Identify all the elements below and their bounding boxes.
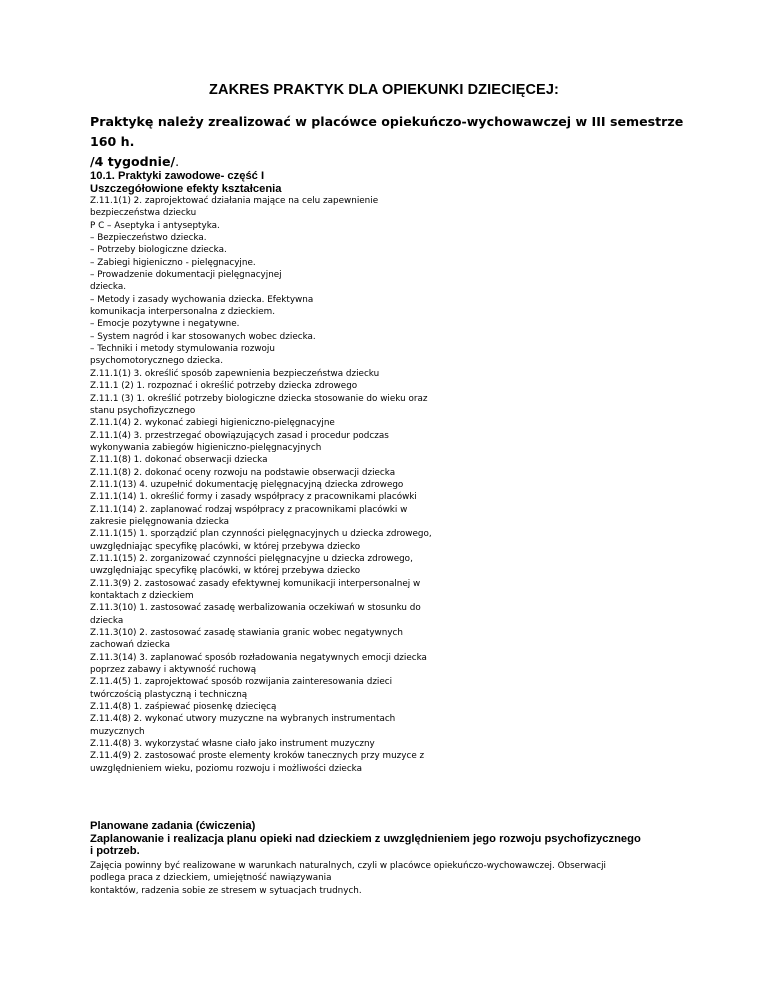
text-line: Z.11.3(10) 1. zastosować zasadę werbalizowania oczekiwań w stosunku do (90, 603, 421, 614)
text-line: – System nagród i kar stosowanych wobec dziecka. (90, 331, 316, 342)
text-line: – Emocje pozytywne i negatywne. (90, 319, 240, 330)
text-line: stanu psychofizycznego (90, 405, 196, 416)
text-line: Z.11.1(4) 3. przestrzegać obowiązujących zasad i procedur podczas (90, 430, 389, 441)
text-line: dziecka (90, 615, 124, 626)
text-line: – Potrzeby biologiczne dziecka. (90, 245, 227, 256)
text-line: uwzględnieniem wieku, poziomu rozwoju i możliwości dziecka (90, 763, 363, 774)
text-line: psychomotorycznego dziecka. (90, 356, 223, 367)
text-line: uwzględniając specyfikę placówki, w której przebywa dziecko (90, 566, 361, 577)
text-line: Z.11.4(5) 1. zaprojektować sposób rozwijania zainteresowania dzieci (90, 677, 393, 688)
text-line: Z.11.4(8) 2. wykonać utwory muzyczne na wybranych instrumentach (90, 714, 396, 725)
section-2-heading (90, 820, 700, 858)
intro-duration: /4 tygodnie/ (90, 154, 176, 169)
section-1-title: 10.1. Praktyki zawodowe- część I (90, 170, 265, 182)
text-line: bezpieczeństwa dziecku (90, 208, 197, 219)
text-line: Z.11.4(8) 3. wykorzystać własne ciało jako instrument muzyczny (90, 739, 375, 750)
section-1-lines (90, 195, 690, 775)
text-line: uwzględniając specyfikę placówki, w której przebywa dziecko (90, 541, 361, 552)
text-line: dziecka. (90, 282, 127, 293)
section-2-title: Planowane zadania (ćwiczenia) (90, 820, 256, 832)
section-1-subtitle: Uszczegółowione efekty kształcenia (90, 182, 282, 195)
text-line: muzycznych (90, 726, 145, 737)
text-line: Z.11.1(14) 1. określić formy i zasady współpracy z pracownikami placówki (90, 492, 417, 503)
text-line: – Techniki i metody stymulowania rozwoju (90, 344, 275, 355)
text-line: Z.11.1(13) 4. uzupełnić dokumentację pielęgnacyjną dziecka zdrowego (90, 479, 404, 490)
text-line: Z.11.1(4) 2. wykonać zabiegi higieniczno-pielęgnacyjne (90, 418, 335, 429)
text-line: – Bezpieczeństwo dziecka. (90, 233, 207, 244)
text-line: P C – Aseptyka i antyseptyka. (90, 220, 220, 231)
text-line: Z.11.4(9) 2. zastosować proste elementy kroków tanecznych przy muzyce z (90, 751, 425, 762)
text-line: Z.11.1(15) 1. sporządzić plan czynności pielęgnacyjnych u dziecka zdrowego, (90, 529, 432, 540)
text-line: poprzez zabawy i aktywność ruchową (90, 665, 257, 676)
text-line: podlega praca z dzieckiem, umiejętność nawiązywania (90, 873, 332, 884)
intro-paragraph (90, 112, 690, 172)
section-1-heading (90, 170, 700, 195)
text-line: kontaktów, radzenia sobie ze stresem w sytuacjach trudnych. (90, 885, 362, 896)
text-line: Z.11.3(14) 3. zaplanować sposób rozładowania negatywnych emocji dziecka (90, 652, 427, 663)
text-line: Z.11.1(1) 2. zaprojektować działania mające na celu zapewnienie (90, 196, 379, 206)
document-title: ZAKRES PRAKTYK DLA OPIEKUNKI DZIECIĘCEJ: (209, 82, 559, 98)
text-line: Z.11.1(8) 1. dokonać obserwacji dziecka (90, 455, 268, 466)
text-line: Z.11.1(8) 2. dokonać oceny rozwoju na podstawie obserwacji dziecka (90, 467, 396, 478)
section-2-subtitle-cont: i potrzeb. (90, 845, 140, 857)
text-line: Z.11.1 (2) 1. rozpoznać i określić potrzeby dziecka zdrowego (90, 381, 358, 392)
text-line: Z.11.1(1) 3. określić sposób zapewnienia bezpieczeństwa dziecku (90, 368, 380, 379)
intro-line-1: Praktykę należy zrealizować w placówce opiekuńczo-wychowawczej w III semestrze 160 h. (90, 114, 684, 149)
text-line: Z.11.1(14) 2. zaplanować rodzaj współpracy z pracownikami placówki w (90, 504, 408, 515)
text-line: kontaktach z dzieckiem (90, 591, 194, 601)
section-2-body (90, 860, 700, 897)
intro-period: . (175, 154, 180, 169)
text-line: twórczością plastyczną i techniczną (90, 689, 248, 700)
text-line: – Zabiegi higieniczno - pielęgnacyjne. (90, 257, 256, 268)
text-line: wykonywania zabiegów higieniczno-pielęgnacyjnych (90, 442, 322, 453)
text-line: – Metody i zasady wychowania dziecka. Efektywna (90, 294, 314, 305)
text-line: zachowań dziecka (90, 640, 170, 651)
intro-line-2 (90, 152, 690, 172)
text-line: zakresie pielęgnowania dziecka (90, 516, 230, 527)
text-line: Z.11.4(8) 1. zaśpiewać piosenkę dziecięcą (90, 702, 277, 713)
text-line: Z.11.1 (3) 1. określić potrzeby biologiczne dziecka stosowanie do wieku oraz (90, 393, 428, 404)
text-line: Z.11.3(9) 2. zastosować zasady efektywnej komunikacji interpersonalnej w (90, 578, 421, 589)
text-line: Z.11.1(15) 2. zorganizować czynności pielęgnacyjne u dziecka zdrowego, (90, 553, 413, 564)
text-line: komunikacja interpersonalna z dzieckiem. (90, 307, 275, 318)
text-line: Z.11.3(10) 2. zastosować zasadę stawiania granic wobec negatywnych (90, 628, 403, 639)
text-line: – Prowadzenie dokumentacji pielęgnacyjnej (90, 270, 282, 281)
text-line: Zajęcia powinny być realizowane w warunkach naturalnych, czyli w placówce opiekuńczo-wychowawczej. Obserwacji (90, 861, 607, 871)
section-2-subtitle: Zaplanowanie i realizacja planu opieki nad dzieckiem z uwzględnieniem jego rozwoju psychofizycznego (90, 832, 641, 845)
